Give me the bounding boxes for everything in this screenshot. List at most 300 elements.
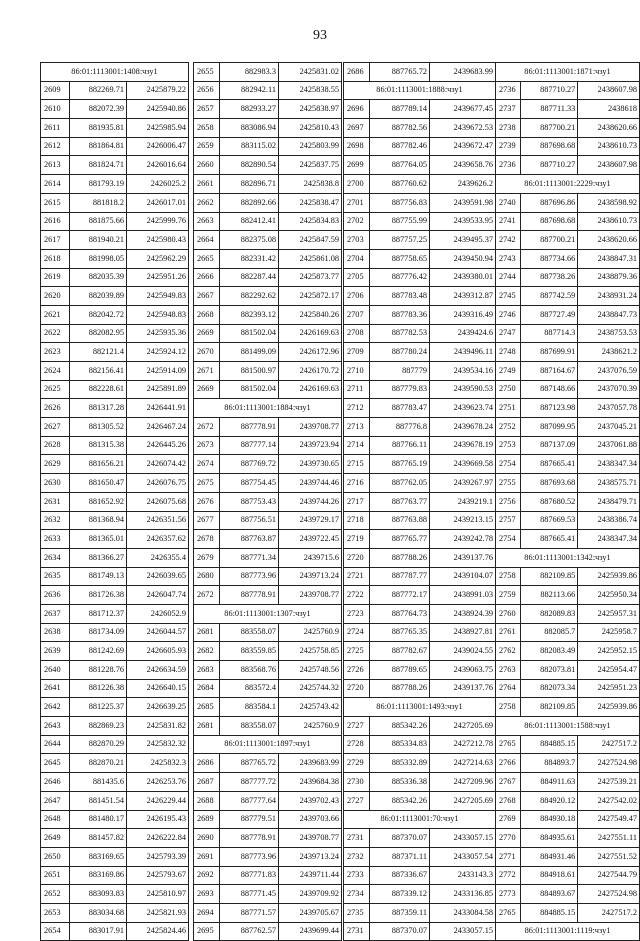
point-number: 2648 — [41, 810, 70, 829]
y-coordinate: 2425838.55 — [279, 81, 342, 100]
coordinate-row — [496, 418, 640, 437]
x-coordinate: 887779 — [370, 362, 430, 381]
x-coordinate: 887782.56 — [370, 119, 430, 138]
x-coordinate: 882083.49 — [520, 642, 578, 661]
parcel-header-row — [496, 548, 640, 567]
x-coordinate: 887700.21 — [520, 119, 578, 138]
y-coordinate: 2425838.47 — [279, 193, 342, 212]
coordinate-row — [41, 119, 189, 138]
x-coordinate: 881502.04 — [220, 324, 279, 343]
point-number: 2766 — [496, 754, 521, 773]
x-coordinate: 881500.97 — [220, 362, 279, 381]
coordinate-row — [496, 119, 640, 138]
coordinate-row — [344, 287, 496, 306]
coordinate-row — [41, 268, 189, 287]
x-coordinate: 887734.66 — [520, 249, 578, 268]
y-coordinate: 2427539.21 — [578, 773, 640, 792]
coordinate-row — [496, 212, 640, 231]
point-number: 2704 — [344, 249, 370, 268]
point-number: 2720 — [344, 548, 370, 567]
point-number: 2614 — [41, 175, 70, 194]
coordinate-row — [194, 63, 342, 82]
x-coordinate: 881480.17 — [70, 810, 127, 829]
x-coordinate: 883169.65 — [70, 847, 127, 866]
y-coordinate: 2439267.97 — [430, 474, 496, 493]
x-coordinate: 887370.07 — [370, 922, 430, 941]
coordinate-row — [496, 623, 640, 642]
coordinate-row — [496, 903, 640, 922]
point-number: 2616 — [41, 212, 70, 231]
coordinate-row — [344, 343, 496, 362]
point-number: 2765 — [496, 903, 521, 922]
coordinate-row — [496, 455, 640, 474]
y-coordinate: 2438991.03 — [430, 586, 496, 605]
x-coordinate: 881451.54 — [70, 791, 127, 810]
y-coordinate: 2439450.94 — [430, 249, 496, 268]
point-number: 2621 — [41, 305, 70, 324]
y-coordinate: 2425951.23 — [578, 679, 640, 698]
y-coordinate: 2427549.47 — [578, 810, 640, 829]
point-number: 2673 — [194, 436, 220, 455]
coordinate-row — [41, 586, 189, 605]
parcel-header-row — [194, 735, 342, 754]
point-number: 2718 — [344, 511, 370, 530]
x-coordinate: 887762.05 — [370, 474, 430, 493]
y-coordinate: 2426195.43 — [127, 810, 189, 829]
y-coordinate: 2438847.31 — [578, 249, 640, 268]
point-number: 2687 — [194, 773, 220, 792]
x-coordinate: 882870.29 — [70, 735, 127, 754]
y-coordinate: 2425743.42 — [279, 698, 342, 717]
coordinate-row — [41, 287, 189, 306]
x-coordinate: 887714.3 — [520, 324, 578, 343]
point-number: 2771 — [496, 847, 521, 866]
coordinate-row — [496, 810, 640, 829]
y-coordinate: 2425832.32 — [127, 735, 189, 754]
point-number: 2644 — [41, 735, 70, 754]
y-coordinate: 2425744.32 — [279, 679, 342, 698]
y-coordinate: 2439669.58 — [430, 455, 496, 474]
y-coordinate: 2425999.76 — [127, 212, 189, 231]
x-coordinate: 887789.14 — [370, 100, 430, 119]
coordinate-row — [194, 156, 342, 175]
point-number: 2627 — [41, 418, 70, 437]
point-number: 2694 — [194, 903, 220, 922]
coordinate-row — [344, 847, 496, 866]
y-coordinate: 2438607.98 — [578, 156, 640, 175]
parcel-id: 86:01:1113001:1888:чзу1 — [344, 81, 496, 100]
y-coordinate: 2425824.46 — [127, 922, 189, 941]
coordinate-row — [41, 922, 189, 941]
y-coordinate: 2427209.96 — [430, 773, 496, 792]
point-number: 2755 — [496, 474, 521, 493]
coordinate-row — [344, 903, 496, 922]
y-coordinate: 2425831.82 — [127, 717, 189, 736]
y-coordinate: 2439683.99 — [279, 754, 342, 773]
point-number: 2758 — [496, 567, 521, 586]
point-number: 2642 — [41, 698, 70, 717]
point-number: 2637 — [41, 604, 70, 623]
y-coordinate: 2439708.77 — [279, 418, 342, 437]
point-number: 2672 — [194, 586, 220, 605]
x-coordinate: 882292.62 — [220, 287, 279, 306]
x-coordinate: 887771.83 — [220, 866, 279, 885]
point-number: 2619 — [41, 268, 70, 287]
point-number: 2736 — [496, 156, 521, 175]
x-coordinate: 882412.41 — [220, 212, 279, 231]
coordinate-row — [194, 231, 342, 250]
x-coordinate: 882269.71 — [70, 81, 127, 100]
x-coordinate: 887700.21 — [520, 231, 578, 250]
coordinate-row — [41, 642, 189, 661]
point-number: 2698 — [344, 137, 370, 156]
x-coordinate: 882089.83 — [520, 604, 578, 623]
parcel-header-row — [496, 175, 640, 194]
x-coordinate: 881366.27 — [70, 548, 127, 567]
y-coordinate: 2426052.9 — [127, 604, 189, 623]
x-coordinate: 887782.46 — [370, 137, 430, 156]
x-coordinate: 881793.19 — [70, 175, 127, 194]
point-number: 2705 — [344, 268, 370, 287]
y-coordinate: 2439672.47 — [430, 137, 496, 156]
coordinate-row — [344, 623, 496, 642]
y-coordinate: 2425954.47 — [578, 661, 640, 680]
coordinate-column-1 — [40, 62, 189, 941]
coordinates-table — [343, 62, 496, 941]
point-number: 2728 — [344, 735, 370, 754]
y-coordinate: 2425748.56 — [279, 661, 342, 680]
point-number: 2626 — [41, 399, 70, 418]
x-coordinate: 887766.11 — [370, 436, 430, 455]
x-coordinate: 887754.45 — [220, 474, 279, 493]
coordinate-row — [496, 604, 640, 623]
x-coordinate: 882892.66 — [220, 193, 279, 212]
x-coordinate: 881242.69 — [70, 642, 127, 661]
y-coordinate: 2425957.31 — [578, 604, 640, 623]
y-coordinate: 2439024.55 — [430, 642, 496, 661]
y-coordinate: 2425803.99 — [279, 137, 342, 156]
y-coordinate: 2427551.52 — [578, 847, 640, 866]
x-coordinate: 882156.41 — [70, 362, 127, 381]
parcel-id: 86:01:1113001:1307:чзу1 — [194, 604, 342, 623]
x-coordinate: 883572.4 — [220, 679, 279, 698]
x-coordinate: 882375.08 — [220, 231, 279, 250]
y-coordinate: 2427205.69 — [430, 791, 496, 810]
x-coordinate: 885342.26 — [370, 791, 430, 810]
y-coordinate: 2439496.11 — [430, 343, 496, 362]
x-coordinate: 887771.34 — [220, 548, 279, 567]
x-coordinate: 885332.89 — [370, 754, 430, 773]
x-coordinate: 882085.7 — [520, 623, 578, 642]
x-coordinate: 882933.27 — [220, 100, 279, 119]
parcel-header-row — [344, 810, 496, 829]
x-coordinate: 881305.52 — [70, 418, 127, 437]
point-number: 2743 — [496, 249, 521, 268]
coordinate-row — [41, 567, 189, 586]
point-number: 2720 — [344, 679, 370, 698]
x-coordinate: 887777.64 — [220, 791, 279, 810]
y-coordinate: 2439684.38 — [279, 773, 342, 792]
y-coordinate: 2426076.75 — [127, 474, 189, 493]
coordinate-row — [344, 362, 496, 381]
coordinate-row — [41, 436, 189, 455]
point-number: 2686 — [344, 63, 370, 82]
y-coordinate: 2439063.75 — [430, 661, 496, 680]
point-number: 2708 — [344, 324, 370, 343]
coordinate-row — [41, 343, 189, 362]
x-coordinate: 883559.85 — [220, 642, 279, 661]
y-coordinate: 2438618 — [578, 100, 640, 119]
point-number: 2740 — [496, 193, 521, 212]
point-number: 2735 — [344, 903, 370, 922]
point-number: 2633 — [41, 530, 70, 549]
coordinate-row — [194, 791, 342, 810]
x-coordinate: 882942.11 — [220, 81, 279, 100]
coordinate-row — [344, 922, 496, 941]
coordinate-row — [496, 773, 640, 792]
point-number: 2692 — [194, 866, 220, 885]
coordinate-row — [41, 810, 189, 829]
coordinate-row — [194, 548, 342, 567]
point-number: 2724 — [344, 623, 370, 642]
y-coordinate: 2437045.21 — [578, 418, 640, 437]
y-coordinate: 2425935.36 — [127, 324, 189, 343]
parcel-id: 86:01:1113001:1871:чзу1 — [496, 63, 640, 82]
point-number: 2629 — [41, 455, 70, 474]
x-coordinate: 887756.83 — [370, 193, 430, 212]
x-coordinate: 887757.25 — [370, 231, 430, 250]
coordinate-row — [194, 455, 342, 474]
x-coordinate: 887753.43 — [220, 492, 279, 511]
point-number: 2662 — [194, 193, 220, 212]
coordinate-row — [344, 773, 496, 792]
x-coordinate: 887788.26 — [370, 548, 430, 567]
point-number: 2645 — [41, 754, 70, 773]
point-number: 2744 — [496, 268, 521, 287]
y-coordinate: 2426639.25 — [127, 698, 189, 717]
point-number: 2711 — [344, 380, 370, 399]
coordinate-row — [344, 156, 496, 175]
coordinate-column-2 — [193, 62, 342, 941]
point-number: 2748 — [496, 343, 521, 362]
x-coordinate: 882896.71 — [220, 175, 279, 194]
y-coordinate: 2425891.89 — [127, 380, 189, 399]
point-number: 2760 — [496, 604, 521, 623]
point-number: 2667 — [194, 287, 220, 306]
x-coordinate: 887665.41 — [520, 530, 578, 549]
coordinate-row — [41, 100, 189, 119]
coordinate-row — [496, 474, 640, 493]
x-coordinate: 887148.66 — [520, 380, 578, 399]
x-coordinate: 881457.82 — [70, 829, 127, 848]
x-coordinate: 881824.71 — [70, 156, 127, 175]
coordinate-row — [194, 623, 342, 642]
parcel-id: 86:01:1113001:70:чзу1 — [344, 810, 496, 829]
coordinate-row — [496, 586, 640, 605]
point-number: 2754 — [496, 455, 521, 474]
x-coordinate: 882890.54 — [220, 156, 279, 175]
point-number: 2765 — [496, 735, 521, 754]
y-coordinate: 2439219.1 — [430, 492, 496, 511]
coordinate-row — [194, 81, 342, 100]
coordinate-row — [41, 735, 189, 754]
coordinate-row — [194, 679, 342, 698]
coordinate-row — [41, 418, 189, 437]
coordinate-row — [194, 642, 342, 661]
x-coordinate: 887763.87 — [220, 530, 279, 549]
coordinate-row — [496, 249, 640, 268]
coordinate-row — [41, 175, 189, 194]
y-coordinate: 2425952.15 — [578, 642, 640, 661]
x-coordinate: 887777.14 — [220, 436, 279, 455]
point-number: 2726 — [344, 661, 370, 680]
point-number: 2764 — [496, 679, 521, 698]
y-coordinate: 2439677.45 — [430, 100, 496, 119]
coordinate-row — [496, 567, 640, 586]
y-coordinate: 2425793.67 — [127, 866, 189, 885]
coordinate-row — [344, 231, 496, 250]
y-coordinate: 2426172.96 — [279, 343, 342, 362]
x-coordinate: 887137.09 — [520, 436, 578, 455]
coordinate-row — [41, 698, 189, 717]
x-coordinate: 884885.15 — [520, 735, 578, 754]
parcel-id: 86:01:1113001:1119:чзу1 — [496, 922, 640, 941]
coordinate-row — [41, 829, 189, 848]
point-number: 2611 — [41, 119, 70, 138]
coordinate-row — [194, 492, 342, 511]
x-coordinate: 887763.77 — [370, 492, 430, 511]
x-coordinate: 885336.38 — [370, 773, 430, 792]
coordinate-row — [344, 866, 496, 885]
coordinate-row — [496, 885, 640, 904]
coordinate-row — [496, 193, 640, 212]
point-number: 2610 — [41, 100, 70, 119]
y-coordinate: 2427551.11 — [578, 829, 640, 848]
y-coordinate: 2425950.34 — [578, 586, 640, 605]
y-coordinate: 2439213.15 — [430, 511, 496, 530]
y-coordinate: 2439534.16 — [430, 362, 496, 381]
y-coordinate: 2426445.26 — [127, 436, 189, 455]
point-number: 2772 — [496, 866, 521, 885]
x-coordinate: 887777.72 — [220, 773, 279, 792]
x-coordinate: 887742.59 — [520, 287, 578, 306]
coordinate-row — [194, 829, 342, 848]
coordinate-row — [496, 268, 640, 287]
point-number: 2768 — [496, 791, 521, 810]
point-number: 2685 — [194, 698, 220, 717]
point-number: 2758 — [496, 698, 521, 717]
coordinate-row — [194, 847, 342, 866]
x-coordinate: 887778.91 — [220, 829, 279, 848]
coordinates-table — [193, 62, 342, 941]
y-coordinate: 2425758.85 — [279, 642, 342, 661]
point-number: 2706 — [344, 287, 370, 306]
point-number: 2632 — [41, 511, 70, 530]
point-number: 2641 — [41, 679, 70, 698]
y-coordinate: 2425940.86 — [127, 100, 189, 119]
x-coordinate: 882109.85 — [520, 567, 578, 586]
point-number: 2622 — [41, 324, 70, 343]
y-coordinate: 2425962.29 — [127, 249, 189, 268]
x-coordinate: 882073.34 — [520, 679, 578, 698]
y-coordinate: 2438347.34 — [578, 455, 640, 474]
parcel-id: 86:01:1113001:1897:чзу1 — [194, 735, 342, 754]
y-coordinate: 2439683.99 — [430, 63, 496, 82]
x-coordinate: 882393.12 — [220, 305, 279, 324]
coordinate-row — [194, 380, 342, 399]
y-coordinate: 2427517.2 — [578, 903, 640, 922]
x-coordinate: 881652.92 — [70, 492, 127, 511]
coordinate-row — [41, 661, 189, 680]
point-number: 2640 — [41, 661, 70, 680]
y-coordinate: 2425760.9 — [279, 623, 342, 642]
y-coordinate: 2439705.67 — [279, 903, 342, 922]
y-coordinate: 2425980.43 — [127, 231, 189, 250]
point-number: 2734 — [344, 885, 370, 904]
y-coordinate: 2439729.17 — [279, 511, 342, 530]
y-coordinate: 2425872.17 — [279, 287, 342, 306]
point-number: 2658 — [194, 119, 220, 138]
coordinate-row — [194, 119, 342, 138]
x-coordinate: 881712.37 — [70, 604, 127, 623]
y-coordinate: 2438347.34 — [578, 530, 640, 549]
point-number: 2652 — [41, 885, 70, 904]
point-number: 2736 — [496, 81, 521, 100]
point-number: 2684 — [194, 679, 220, 698]
y-coordinate: 2439104.07 — [430, 567, 496, 586]
coordinate-row — [194, 754, 342, 773]
coordinate-row — [344, 474, 496, 493]
point-number: 2727 — [344, 717, 370, 736]
coordinate-row — [496, 343, 640, 362]
point-number: 2671 — [194, 362, 220, 381]
coordinate-row — [344, 137, 496, 156]
y-coordinate: 2427214.63 — [430, 754, 496, 773]
coordinate-row — [41, 511, 189, 530]
x-coordinate: 881656.21 — [70, 455, 127, 474]
point-number: 2691 — [194, 847, 220, 866]
x-coordinate: 887738.26 — [520, 268, 578, 287]
point-number: 2703 — [344, 231, 370, 250]
point-number: 2690 — [194, 829, 220, 848]
y-coordinate: 2433057.54 — [430, 847, 496, 866]
coordinate-row — [194, 362, 342, 381]
coordinate-row — [344, 100, 496, 119]
y-coordinate: 2439711.44 — [279, 866, 342, 885]
point-number: 2697 — [344, 119, 370, 138]
x-coordinate: 882072.39 — [70, 100, 127, 119]
y-coordinate: 2427205.69 — [430, 717, 496, 736]
x-coordinate: 881368.94 — [70, 511, 127, 530]
y-coordinate: 2427212.78 — [430, 735, 496, 754]
coordinate-row — [496, 362, 640, 381]
x-coordinate: 881315.38 — [70, 436, 127, 455]
coordinate-row — [344, 305, 496, 324]
point-number: 2661 — [194, 175, 220, 194]
point-number: 2654 — [41, 922, 70, 941]
point-number: 2745 — [496, 287, 521, 306]
point-number: 2649 — [41, 829, 70, 848]
point-number: 2628 — [41, 436, 70, 455]
point-number: 2722 — [344, 586, 370, 605]
parcel-header-row — [194, 604, 342, 623]
y-coordinate: 2425760.9 — [279, 717, 342, 736]
point-number: 2752 — [496, 418, 521, 437]
x-coordinate: 887778.91 — [220, 418, 279, 437]
point-number: 2727 — [344, 791, 370, 810]
coordinate-row — [344, 63, 496, 82]
coordinate-row — [344, 829, 496, 848]
